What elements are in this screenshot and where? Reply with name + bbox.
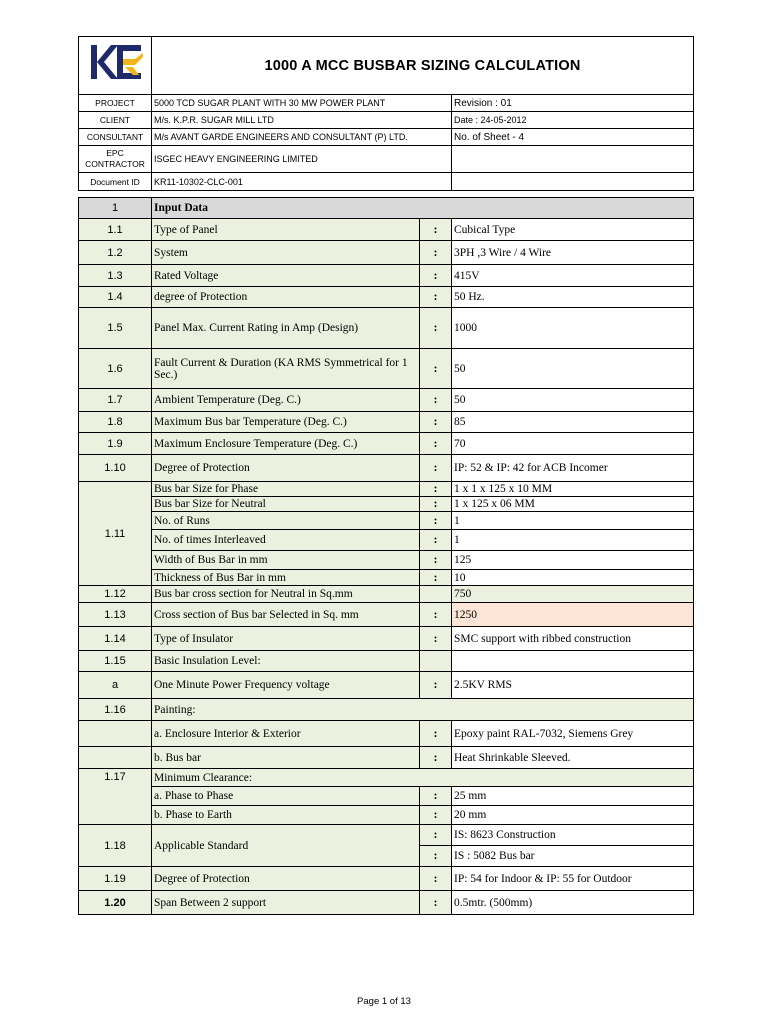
date: Date : 24-05-2012	[452, 112, 694, 129]
epc-value: ISGEC HEAVY ENGINEERING LIMITED	[152, 146, 452, 173]
item-separator: :	[420, 530, 452, 551]
table-row	[79, 497, 694, 512]
item-parameter: b. Bus bar	[152, 747, 420, 769]
item-separator: :	[420, 287, 452, 308]
item-value: 1 x 125 x 06 MM	[452, 497, 694, 512]
item-parameter: Degree of Protection	[152, 455, 420, 482]
item-separator: :	[420, 867, 452, 891]
table-row	[79, 806, 694, 825]
table-row	[79, 747, 694, 769]
item-parameter: degree of Protection	[152, 287, 420, 308]
item-parameter: Minimum Clearance:	[152, 769, 694, 787]
table-row	[79, 412, 694, 433]
table-row	[79, 867, 694, 891]
item-separator: :	[420, 512, 452, 530]
item-separator: :	[420, 455, 452, 482]
item-value: 10	[452, 570, 694, 586]
item-number: 1.10	[79, 455, 152, 482]
item-separator: :	[420, 412, 452, 433]
document-id-side	[452, 173, 694, 191]
table-row	[79, 586, 694, 603]
table-row	[79, 308, 694, 349]
item-value: 2.5KV RMS	[452, 672, 694, 699]
item-value: Heat Shrinkable Sleeved.	[452, 747, 694, 769]
item-value: SMC support with ribbed construction	[452, 627, 694, 651]
item-value: 125	[452, 551, 694, 570]
page-number: Page 1 of 13	[357, 996, 411, 1007]
table-row	[79, 891, 694, 915]
item-value: 50	[452, 389, 694, 412]
table-row	[79, 530, 694, 551]
company-logo	[83, 41, 147, 85]
item-value: Cubical Type	[452, 219, 694, 241]
item-value: 70	[452, 433, 694, 455]
table-row	[79, 603, 694, 627]
item-parameter: No. of Runs	[152, 512, 420, 530]
item-separator: :	[420, 891, 452, 915]
item-number: 1.4	[79, 287, 152, 308]
item-separator: :	[420, 806, 452, 825]
item-value: 1	[452, 512, 694, 530]
item-separator: :	[420, 389, 452, 412]
item-value: 750	[452, 586, 694, 603]
table-row	[79, 482, 694, 497]
item-parameter: Degree of Protection	[152, 867, 420, 891]
item-value: Epoxy paint RAL-7032, Siemens Grey	[452, 721, 694, 747]
item-number: a	[79, 672, 152, 699]
item-separator: :	[420, 787, 452, 806]
project-value: 5000 TCD SUGAR PLANT WITH 30 MW POWER PLANT	[152, 95, 452, 112]
item-separator: :	[420, 672, 452, 699]
table-row	[79, 787, 694, 806]
item-number	[79, 747, 152, 769]
item-parameter: Panel Max. Current Rating in Amp (Design)	[152, 308, 420, 349]
item-parameter: a. Enclosure Interior & Exterior	[152, 721, 420, 747]
item-parameter: b. Phase to Earth	[152, 806, 420, 825]
item-parameter: Bus bar Size for Phase	[152, 482, 420, 497]
item-value: 1 x 1 x 125 x 10 MM	[452, 482, 694, 497]
item-number: 1.16	[79, 699, 152, 721]
item-separator: :	[420, 482, 452, 497]
item-number: 1.17	[79, 769, 152, 825]
consultant-label: CONSULTANT	[79, 129, 152, 146]
item-parameter: Type of Insulator	[152, 627, 420, 651]
item-separator: :	[420, 570, 452, 586]
table-row	[79, 627, 694, 651]
item-parameter: a. Phase to Phase	[152, 787, 420, 806]
item-parameter: Bus bar cross section for Neutral in Sq.mm	[152, 586, 420, 603]
table-row	[79, 512, 694, 530]
item-value: IS : 5082 Bus bar	[452, 846, 694, 867]
item-number: 1.8	[79, 412, 152, 433]
item-value: 25 mm	[452, 787, 694, 806]
client-label: CLIENT	[79, 112, 152, 129]
section-number: 1	[79, 198, 152, 219]
section-header-row	[79, 198, 694, 219]
epc-side	[452, 146, 694, 173]
item-value: 1	[452, 530, 694, 551]
item-parameter: System	[152, 241, 420, 265]
item-parameter: Rated Voltage	[152, 265, 420, 287]
item-separator: :	[420, 825, 452, 846]
item-parameter: Fault Current & Duration (KA RMS Symmetrical for 1 Sec.)	[152, 349, 420, 389]
item-number: 1.20	[79, 891, 152, 915]
revision: Revision : 01	[452, 95, 694, 112]
item-parameter: Thickness of Bus Bar in mm	[152, 570, 420, 586]
item-number: 1.2	[79, 241, 152, 265]
item-value: IP: 52 & IP: 42 for ACB Incomer	[452, 455, 694, 482]
table-row	[79, 769, 694, 787]
item-value: 20 mm	[452, 806, 694, 825]
item-number: 1.1	[79, 219, 152, 241]
item-number: 1.19	[79, 867, 152, 891]
item-number	[79, 721, 152, 747]
item-separator: :	[420, 265, 452, 287]
table-row	[79, 651, 694, 672]
project-label: PROJECT	[79, 95, 152, 112]
document-header	[78, 36, 694, 191]
item-number: 1.11	[79, 482, 152, 586]
item-separator	[420, 651, 452, 672]
item-number: 1.15	[79, 651, 152, 672]
item-separator: :	[420, 219, 452, 241]
logo-cell	[79, 37, 152, 95]
document-title: 1000 A MCC BUSBAR SIZING CALCULATION	[152, 37, 694, 95]
table-row	[79, 699, 694, 721]
item-separator: :	[420, 627, 452, 651]
item-separator: :	[420, 551, 452, 570]
item-parameter: No. of times Interleaved	[152, 530, 420, 551]
item-separator: :	[420, 349, 452, 389]
item-value: 415V	[452, 265, 694, 287]
item-parameter: Ambient Temperature (Deg. C.)	[152, 389, 420, 412]
item-parameter: Maximum Bus bar Temperature (Deg. C.)	[152, 412, 420, 433]
item-parameter: Span Between 2 support	[152, 891, 420, 915]
table-row	[79, 265, 694, 287]
table-row	[79, 287, 694, 308]
item-number: 1.5	[79, 308, 152, 349]
item-value: 0.5mtr. (500mm)	[452, 891, 694, 915]
item-value: 3PH ,3 Wire / 4 Wire	[452, 241, 694, 265]
item-number: 1.7	[79, 389, 152, 412]
item-number: 1.9	[79, 433, 152, 455]
item-value	[452, 651, 694, 672]
item-number: 1.3	[79, 265, 152, 287]
item-number: 1.13	[79, 603, 152, 627]
consultant-value: M/s AVANT GARDE ENGINEERS AND CONSULTANT (P) LTD.	[152, 129, 452, 146]
sheet-count: No. of Sheet - 4	[452, 129, 694, 146]
table-row	[79, 349, 694, 389]
document-id-label: Document ID	[79, 173, 152, 191]
item-number: 1.6	[79, 349, 152, 389]
table-row	[79, 672, 694, 699]
table-row	[79, 389, 694, 412]
section-title: Input Data	[152, 198, 694, 219]
item-parameter: Cross section of Bus bar Selected in Sq. mm	[152, 603, 420, 627]
item-separator: :	[420, 497, 452, 512]
item-number: 1.18	[79, 825, 152, 867]
item-parameter: Width of Bus Bar in mm	[152, 551, 420, 570]
item-separator: :	[420, 241, 452, 265]
client-value: M/s. K.P.R. SUGAR MILL LTD	[152, 112, 452, 129]
table-row	[79, 721, 694, 747]
item-separator: :	[420, 747, 452, 769]
item-value: IP: 54 for Indoor & IP: 55 for Outdoor	[452, 867, 694, 891]
item-value: 50 Hz.	[452, 287, 694, 308]
table-row	[79, 570, 694, 586]
item-separator: :	[420, 846, 452, 867]
item-parameter: Maximum Enclosure Temperature (Deg. C.)	[152, 433, 420, 455]
table-row	[79, 219, 694, 241]
item-parameter: Type of Panel	[152, 219, 420, 241]
item-separator: :	[420, 603, 452, 627]
item-separator: :	[420, 433, 452, 455]
item-parameter: Painting:	[152, 699, 694, 721]
item-separator: :	[420, 721, 452, 747]
item-separator: :	[420, 308, 452, 349]
input-data-table	[78, 197, 694, 915]
item-value: IS: 8623 Construction	[452, 825, 694, 846]
table-row	[79, 455, 694, 482]
item-number: 1.12	[79, 586, 152, 603]
item-value: 1250	[452, 603, 694, 627]
table-row	[79, 551, 694, 570]
item-separator	[420, 586, 452, 603]
table-row	[79, 241, 694, 265]
item-parameter: Basic Insulation Level:	[152, 651, 420, 672]
epc-label: EPC CONTRACTOR	[79, 146, 152, 173]
item-parameter: One Minute Power Frequency voltage	[152, 672, 420, 699]
item-parameter: Bus bar Size for Neutral	[152, 497, 420, 512]
table-row	[79, 433, 694, 455]
item-number: 1.14	[79, 627, 152, 651]
table-row	[79, 825, 694, 846]
item-value: 50	[452, 349, 694, 389]
item-value: 85	[452, 412, 694, 433]
document-id-value: KR11-10302-CLC-001	[152, 173, 452, 191]
item-value: 1000	[452, 308, 694, 349]
item-parameter: Applicable Standard	[152, 825, 420, 867]
